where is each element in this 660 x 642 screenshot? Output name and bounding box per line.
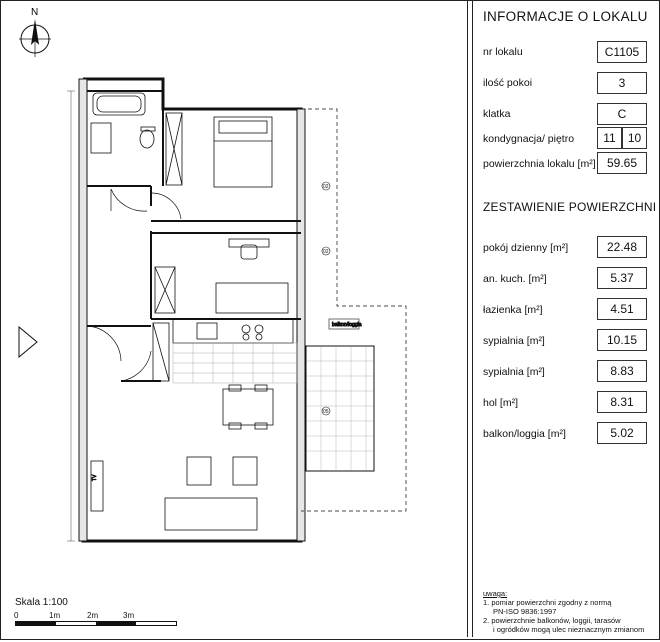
- staircase-label: klatka: [483, 108, 511, 120]
- unit-number-value: C1105: [597, 41, 647, 63]
- tv-label: TV: [92, 474, 98, 481]
- balcony: [306, 319, 374, 471]
- notes-line: 1. pomiar powierzchni zgodny z normą: [483, 598, 612, 607]
- floor-label: kondygnacja/ piętro: [483, 133, 575, 145]
- svg-text:02: 02: [323, 249, 329, 255]
- entry-arrow-icon: [19, 327, 37, 357]
- storey-value: 11: [597, 127, 622, 149]
- dimension-lines: [67, 91, 75, 541]
- total-area-value: 59.65: [597, 152, 647, 174]
- scale-tick: 0: [14, 611, 19, 620]
- area-row-label: sypialnia [m²]: [483, 335, 545, 347]
- bedroom-bed: [214, 117, 272, 187]
- notes-line: i ogródków mogą ulec nieznacznym zmianom: [493, 625, 645, 634]
- info-panel: [472, 1, 659, 637]
- unit-number-label: nr lokalu: [483, 46, 523, 58]
- north-arrow-icon: [19, 7, 51, 57]
- area-row-value: 8.31: [597, 391, 647, 413]
- area-row-value: 5.37: [597, 267, 647, 289]
- scale-tick: 3m: [123, 611, 135, 620]
- notes-line: 2. powierzchnie balkonów, loggii, tarasów: [483, 616, 621, 625]
- total-area-label: powierzchnia lokalu [m²]: [483, 158, 596, 170]
- outer-walls: [79, 79, 305, 541]
- area-row-value: 10.15: [597, 329, 647, 351]
- north-letter: N: [31, 7, 39, 18]
- area-row-label: pokój dzienny [m²]: [483, 242, 569, 254]
- scale-tick: 2m: [87, 611, 99, 620]
- kitchen-tiles: [173, 343, 297, 383]
- window-tags: [322, 182, 330, 415]
- rooms-count-value: 3: [597, 72, 647, 94]
- bathroom-fixtures: [91, 93, 182, 185]
- area-row-label: łazienka [m²]: [483, 304, 543, 316]
- scale-label: Skala 1:100: [15, 597, 68, 608]
- floor-value: 10: [622, 127, 647, 149]
- area-row-label: balkon/loggia [m²]: [483, 428, 566, 440]
- living-furniture: [91, 385, 273, 530]
- scale-tick: 1m: [49, 611, 61, 620]
- scale-bar: [15, 621, 177, 626]
- svg-text:05: 05: [323, 409, 329, 415]
- bedroom2-furniture: [155, 239, 288, 313]
- internal-walls: [87, 91, 301, 381]
- notes: [483, 589, 644, 634]
- area-row-value: 4.51: [597, 298, 647, 320]
- notes-line: PN-ISO 9836:1997: [493, 607, 557, 616]
- svg-text:02: 02: [323, 184, 329, 190]
- area-row-value: 8.83: [597, 360, 647, 382]
- area-row-label: hol [m²]: [483, 397, 519, 409]
- area-row-label: an. kuch. [m²]: [483, 273, 547, 285]
- area-row-label: sypialnia [m²]: [483, 366, 545, 378]
- floor-plan: [1, 1, 466, 637]
- floor-plan-drawing: [1, 1, 466, 637]
- area-row-value: 22.48: [597, 236, 647, 258]
- info-title: INFORMACJE O LOKALU: [483, 9, 648, 24]
- area-row-value: 5.02: [597, 422, 647, 444]
- notes-title: uwaga:: [483, 589, 508, 598]
- staircase-value: C: [597, 103, 647, 125]
- areas-section-title: ZESTAWIENIE POWIERZCHNI: [483, 200, 657, 214]
- dashed-outline: [301, 109, 406, 511]
- balcony-label: balkon/loggia: [332, 322, 362, 328]
- kitchen-counter: [153, 319, 293, 381]
- rooms-count-label: ilość pokoi: [483, 77, 533, 89]
